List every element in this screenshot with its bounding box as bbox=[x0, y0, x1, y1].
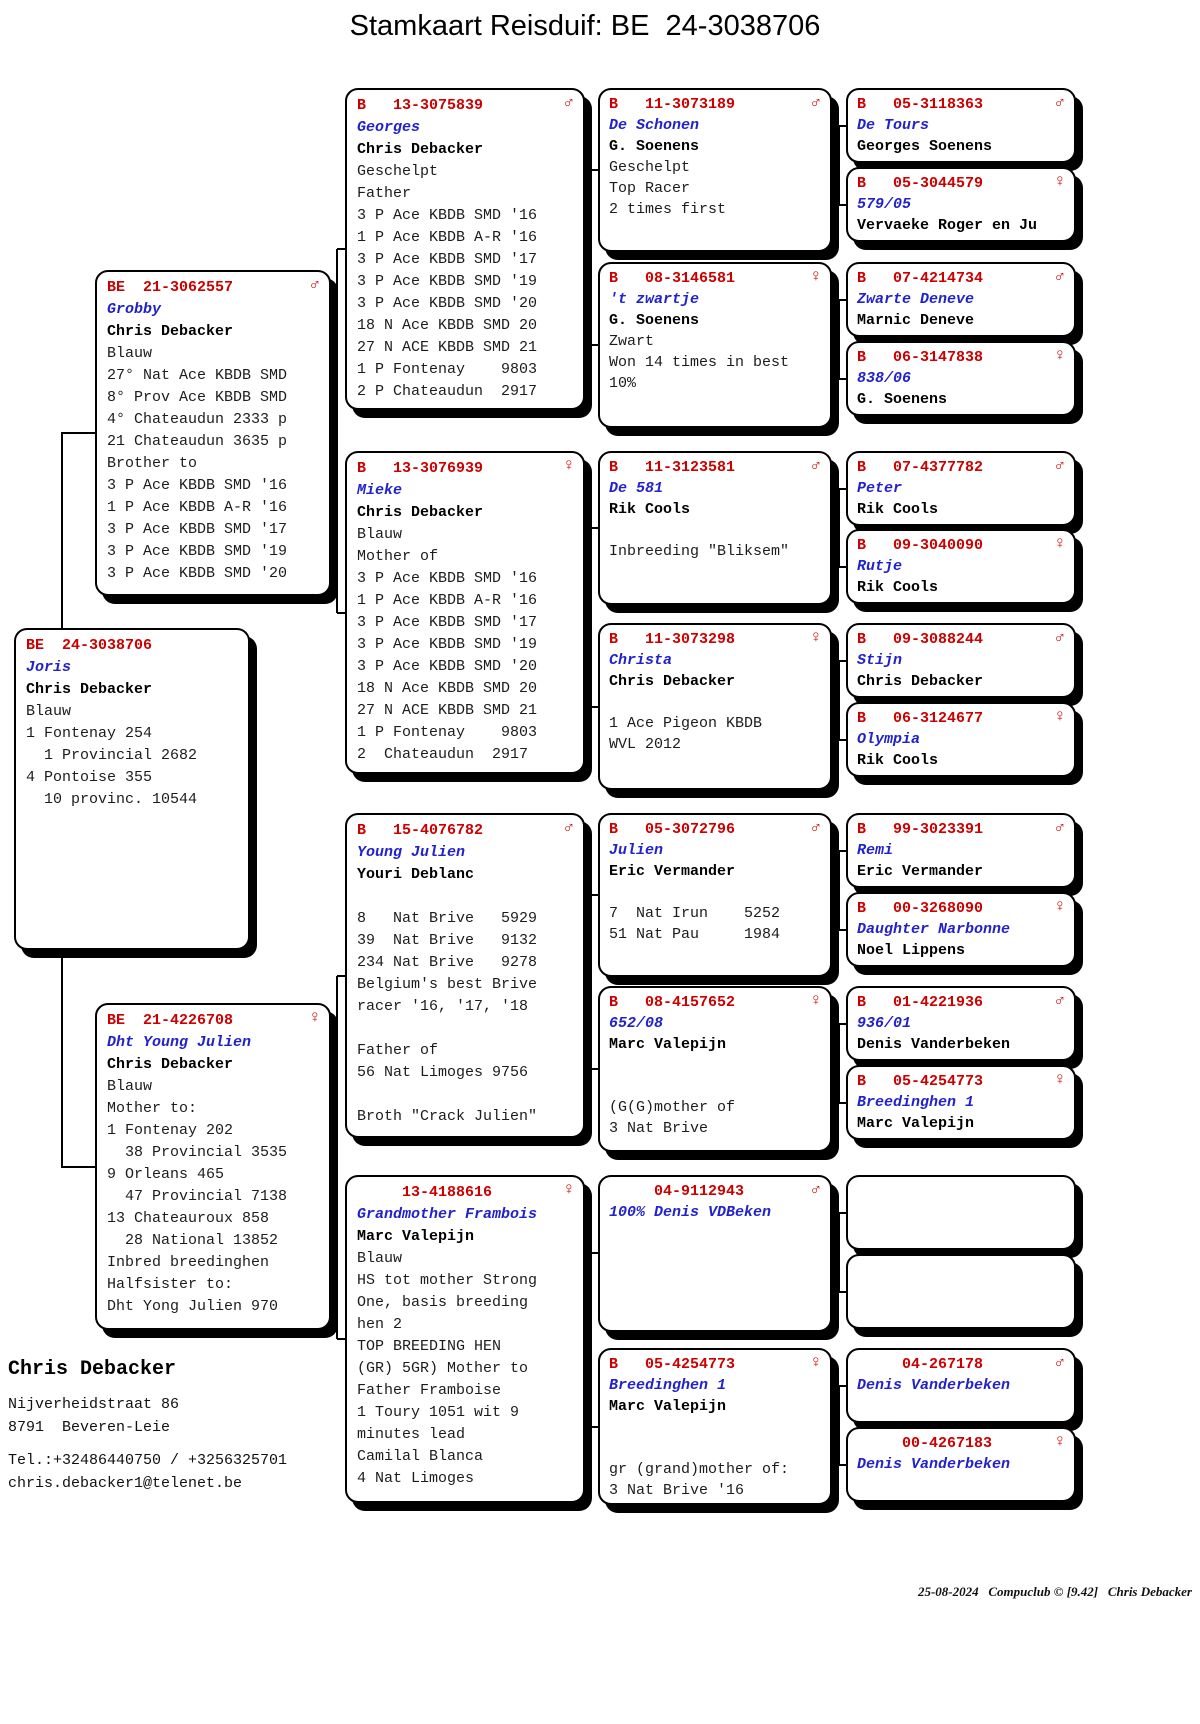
detail-line: HS tot mother Strong bbox=[357, 1272, 538, 1289]
male-icon: ♂ bbox=[1054, 629, 1065, 648]
pigeon-name: Georges bbox=[357, 119, 421, 136]
female-icon: ♀ bbox=[1054, 1071, 1065, 1090]
pigeon-name: Peter bbox=[857, 480, 903, 497]
pedigree-box-gg-grandparent-7a-empty bbox=[846, 1175, 1076, 1250]
detail-line: 9 Orleans 465 bbox=[107, 1166, 225, 1183]
pedigree-box-gg-grandparent-6b bbox=[846, 1065, 1076, 1140]
detail-line: 3 P Ace KBDB SMD '16 bbox=[357, 207, 538, 224]
detail-line: 27 N ACE KBDB SMD 21 bbox=[357, 702, 538, 719]
detail-line: Mother to: bbox=[107, 1100, 198, 1117]
ring-number: 04-267178 bbox=[857, 1356, 984, 1373]
pedigree-box-great-grandparent-1 bbox=[598, 88, 832, 252]
detail-line: hen 2 bbox=[357, 1316, 403, 1333]
pedigree-box-gg-grandparent-1a bbox=[846, 88, 1076, 163]
detail-line: Brother to bbox=[107, 455, 198, 472]
pigeon-name: Grobby bbox=[107, 301, 162, 318]
ring-number: B 13-3075839 bbox=[357, 97, 484, 114]
detail-line: Father Framboise bbox=[357, 1382, 502, 1399]
pedigree-box-great-grandparent-7 bbox=[598, 1175, 832, 1332]
ring-number: B 11-3073189 bbox=[609, 96, 736, 113]
detail-line: 51 Nat Pau 1984 bbox=[609, 926, 781, 943]
detail-line: Blauw bbox=[107, 1078, 153, 1095]
female-icon: ♀ bbox=[563, 1181, 574, 1200]
detail-line bbox=[609, 1417, 821, 1438]
contact-phone: Tel.:+32486440750 / +3256325701 bbox=[8, 1452, 288, 1469]
detail-line: Mother of bbox=[357, 548, 439, 565]
detail-line: 3 P Ace KBDB SMD '16 bbox=[107, 477, 288, 494]
detail-line: racer '16, '17, '18 bbox=[357, 998, 529, 1015]
owner-name: Chris Debacker bbox=[107, 1056, 234, 1073]
owner-name: Marnic Deneve bbox=[857, 312, 975, 329]
detail-line: Geschelpt bbox=[357, 163, 439, 180]
pedigree-box-gg-grandparent-4b bbox=[846, 702, 1076, 777]
detail-line bbox=[357, 1018, 573, 1040]
pedigree-box-gg-grandparent-5a bbox=[846, 813, 1076, 888]
detail-line: Broth "Crack Julien" bbox=[357, 1108, 538, 1125]
detail-line: 56 Nat Limoges 9756 bbox=[357, 1064, 529, 1081]
pedigree-box-great-grandparent-5 bbox=[598, 813, 832, 977]
detail-line: Camilal Blanca bbox=[357, 1448, 484, 1465]
owner-name: Eric Vermander bbox=[857, 863, 984, 880]
owner-name: Eric Vermander bbox=[609, 863, 736, 880]
male-icon: ♂ bbox=[1054, 1354, 1065, 1373]
female-icon: ♀ bbox=[1054, 898, 1065, 917]
female-icon: ♀ bbox=[1054, 535, 1065, 554]
detail-line: TOP BREEDING HEN bbox=[357, 1338, 502, 1355]
ring-number: B 99-3023391 bbox=[857, 821, 984, 838]
pedigree-box-great-grandparent-8 bbox=[598, 1348, 832, 1505]
ring-number: BE 24-3038706 bbox=[26, 637, 153, 654]
detail-line: 1 Provincial 2682 bbox=[26, 747, 198, 764]
male-icon: ♂ bbox=[1054, 268, 1065, 287]
detail-line: 18 N Ace KBDB SMD 20 bbox=[357, 317, 538, 334]
pigeon-name: Breedinghen 1 bbox=[609, 1377, 727, 1394]
owner-name: G. Soenens bbox=[609, 312, 700, 329]
ring-number: B 13-3076939 bbox=[357, 460, 484, 477]
detail-line: 1 Fontenay 202 bbox=[107, 1122, 234, 1139]
pigeon-name: 579/05 bbox=[857, 196, 912, 213]
pigeon-name: 't zwartje bbox=[609, 291, 700, 308]
female-icon: ♀ bbox=[810, 992, 821, 1011]
female-icon: ♀ bbox=[810, 268, 821, 287]
male-icon: ♂ bbox=[1054, 992, 1065, 1011]
male-icon: ♂ bbox=[810, 819, 821, 838]
male-icon: ♂ bbox=[563, 819, 574, 838]
ring-number: 00-4267183 bbox=[857, 1435, 993, 1452]
owner-name: Chris Debacker bbox=[107, 323, 234, 340]
female-icon: ♀ bbox=[1054, 347, 1065, 366]
pedigree-box-mother bbox=[95, 1003, 331, 1330]
male-icon: ♂ bbox=[1054, 457, 1065, 476]
detail-line bbox=[609, 1076, 821, 1097]
detail-line: 39 Nat Brive 9132 bbox=[357, 932, 538, 949]
female-icon: ♀ bbox=[309, 1009, 320, 1028]
owner-name: Youri Deblanc bbox=[357, 866, 475, 883]
pigeon-name: Zwarte Deneve bbox=[857, 291, 975, 308]
detail-line: 1 P Ace KBDB A-R '16 bbox=[357, 592, 538, 609]
pedigree-box-great-grandparent-3 bbox=[598, 451, 832, 605]
detail-line: 1 Ace Pigeon KBDB bbox=[609, 715, 763, 732]
detail-line: Zwart bbox=[609, 333, 655, 350]
detail-line: 1 Fontenay 254 bbox=[26, 725, 153, 742]
pedigree-box-grandmother-maternal bbox=[345, 1175, 585, 1503]
detail-line: 10% bbox=[609, 375, 637, 392]
detail-line: gr (grand)mother of: bbox=[609, 1461, 790, 1478]
detail-line: 8° Prov Ace KBDB SMD bbox=[107, 389, 288, 406]
detail-line bbox=[357, 886, 573, 908]
pigeon-name: Young Julien bbox=[357, 844, 466, 861]
pedigree-box-subject bbox=[14, 628, 250, 950]
detail-line: WVL 2012 bbox=[609, 736, 682, 753]
owner-name: Marc Valepijn bbox=[609, 1398, 727, 1415]
detail-line: Dht Yong Julien 970 bbox=[107, 1298, 279, 1315]
pigeon-name: Remi bbox=[857, 842, 894, 859]
pigeon-name: Breedinghen 1 bbox=[857, 1094, 975, 1111]
female-icon: ♀ bbox=[810, 629, 821, 648]
detail-line: 3 P Ace KBDB SMD '19 bbox=[357, 636, 538, 653]
owner-name: G. Soenens bbox=[609, 138, 700, 155]
detail-line: 3 P Ace KBDB SMD '19 bbox=[107, 543, 288, 560]
pedigree-box-gg-grandparent-8b bbox=[846, 1427, 1076, 1502]
pigeon-name: 100% Denis VDBeken bbox=[609, 1204, 772, 1221]
detail-line: 2 P Chateaudun 2917 bbox=[357, 383, 538, 400]
detail-line: 4 Nat Limoges bbox=[357, 1470, 475, 1487]
detail-line: Blauw bbox=[357, 526, 403, 543]
male-icon: ♂ bbox=[1054, 94, 1065, 113]
pigeon-name: Julien bbox=[609, 842, 664, 859]
owner-name: Chris Debacker bbox=[609, 673, 736, 690]
pigeon-name: De Schonen bbox=[609, 117, 700, 134]
owner-name: Chris Debacker bbox=[26, 681, 153, 698]
female-icon: ♀ bbox=[1054, 708, 1065, 727]
female-icon: ♀ bbox=[810, 1354, 821, 1373]
owner-name: G. Soenens bbox=[857, 391, 948, 408]
owner-name: Chris Debacker bbox=[357, 504, 484, 521]
pedigree-box-grandmother-paternal bbox=[345, 451, 585, 774]
detail-line: 3 P Ace KBDB SMD '20 bbox=[357, 658, 538, 675]
pigeon-name: Mieke bbox=[357, 482, 403, 499]
detail-line: Top Racer bbox=[609, 180, 691, 197]
owner-name: Rik Cools bbox=[857, 579, 939, 596]
detail-line bbox=[357, 1084, 573, 1106]
pedigree-box-great-grandparent-2 bbox=[598, 262, 832, 428]
detail-line bbox=[609, 1438, 821, 1459]
ring-number: 13-4188616 bbox=[357, 1184, 493, 1201]
detail-line: 4° Chateaudun 2333 p bbox=[107, 411, 288, 428]
owner-name: Vervaeke Roger en Ju bbox=[857, 217, 1038, 234]
detail-line: 7 Nat Irun 5252 bbox=[609, 905, 781, 922]
contact-address-city: 8791 Beveren-Leie bbox=[8, 1419, 171, 1436]
detail-line: 1 P Ace KBDB A-R '16 bbox=[107, 499, 288, 516]
detail-line: 3 P Ace KBDB SMD '17 bbox=[357, 614, 538, 631]
pigeon-name: Christa bbox=[609, 652, 673, 669]
detail-line: minutes lead bbox=[357, 1426, 466, 1443]
contact-email: chris.debacker1@telenet.be bbox=[8, 1475, 243, 1492]
footer-credit: 25-08-2024 Compuclub © [9.42] Chris Debacker bbox=[917, 1584, 1192, 1599]
detail-line: 2 Chateaudun 2917 bbox=[357, 746, 529, 763]
contact-name: Chris Debacker bbox=[8, 1358, 177, 1381]
pigeon-name: Daughter Narbonne bbox=[857, 921, 1011, 938]
detail-line: (GR) 5GR) Mother to bbox=[357, 1360, 529, 1377]
pigeon-name: Rutje bbox=[857, 558, 903, 575]
detail-line: 1 P Fontenay 9803 bbox=[357, 724, 538, 741]
pedigree-box-gg-grandparent-6a bbox=[846, 986, 1076, 1061]
owner-name: Chris Debacker bbox=[357, 141, 484, 158]
owner-name: Marc Valepijn bbox=[857, 1115, 975, 1132]
female-icon: ♀ bbox=[563, 457, 574, 476]
male-icon: ♂ bbox=[1054, 819, 1065, 838]
male-icon: ♂ bbox=[810, 94, 821, 113]
detail-line: 13 Chateauroux 858 bbox=[107, 1210, 270, 1227]
pedigree-box-gg-grandparent-3a bbox=[846, 451, 1076, 526]
detail-line: 27° Nat Ace KBDB SMD bbox=[107, 367, 288, 384]
detail-line: 3 Nat Brive bbox=[609, 1120, 709, 1137]
female-icon: ♀ bbox=[1054, 173, 1065, 192]
ring-number: B 11-3123581 bbox=[609, 459, 736, 476]
ring-number: B 05-3118363 bbox=[857, 96, 984, 113]
detail-line: Blauw bbox=[357, 1250, 403, 1267]
pigeon-name: 936/01 bbox=[857, 1015, 912, 1032]
owner-name: Denis Vanderbeken bbox=[857, 1036, 1011, 1053]
pigeon-name: 838/06 bbox=[857, 370, 912, 387]
pedigree-box-gg-grandparent-8a bbox=[846, 1348, 1076, 1423]
detail-line bbox=[609, 520, 821, 541]
owner-name: Marc Valepijn bbox=[357, 1228, 475, 1245]
pedigree-box-great-grandparent-4 bbox=[598, 623, 832, 790]
ring-number: B 05-3072796 bbox=[609, 821, 736, 838]
detail-line: 21 Chateaudun 3635 p bbox=[107, 433, 288, 450]
detail-line: 4 Pontoise 355 bbox=[26, 769, 153, 786]
pigeon-name: Joris bbox=[26, 659, 72, 676]
detail-line: 27 N ACE KBDB SMD 21 bbox=[357, 339, 538, 356]
detail-line: Father bbox=[357, 185, 412, 202]
detail-line: One, basis breeding bbox=[357, 1294, 529, 1311]
female-icon: ♀ bbox=[1054, 1433, 1065, 1452]
detail-line: 3 P Ace KBDB SMD '20 bbox=[107, 565, 288, 582]
ring-number: 04-9112943 bbox=[609, 1183, 745, 1200]
pigeon-name: Grandmother Frambois bbox=[357, 1206, 538, 1223]
detail-line: 47 Provincial 7138 bbox=[107, 1188, 288, 1205]
pedigree-box-grandfather-maternal bbox=[345, 813, 585, 1138]
detail-line: Father of bbox=[357, 1042, 439, 1059]
ring-number: B 09-3040090 bbox=[857, 537, 984, 554]
detail-line: 3 P Ace KBDB SMD '16 bbox=[357, 570, 538, 587]
detail-line: 18 N Ace KBDB SMD 20 bbox=[357, 680, 538, 697]
detail-line: Blauw bbox=[26, 703, 72, 720]
owner-name: Noel Lippens bbox=[857, 942, 966, 959]
ring-number: B 09-3088244 bbox=[857, 631, 984, 648]
pedigree-box-gg-grandparent-5b bbox=[846, 892, 1076, 967]
pedigree-box-gg-grandparent-2b bbox=[846, 341, 1076, 416]
ring-number: B 08-3146581 bbox=[609, 270, 736, 287]
pedigree-box-father bbox=[95, 270, 331, 596]
male-icon: ♂ bbox=[810, 457, 821, 476]
detail-line: 3 P Ace KBDB SMD '17 bbox=[357, 251, 538, 268]
male-icon: ♂ bbox=[563, 94, 574, 113]
detail-line: Blauw bbox=[107, 345, 153, 362]
detail-line: 38 Provincial 3535 bbox=[107, 1144, 288, 1161]
detail-line: 28 National 13852 bbox=[107, 1232, 279, 1249]
ring-number: B 06-3124677 bbox=[857, 710, 984, 727]
male-icon: ♂ bbox=[810, 1181, 821, 1200]
ring-number: B 07-4377782 bbox=[857, 459, 984, 476]
pedigree-box-gg-grandparent-2a bbox=[846, 262, 1076, 337]
detail-line: 3 P Ace KBDB SMD '17 bbox=[107, 521, 288, 538]
male-icon: ♂ bbox=[309, 276, 320, 295]
ring-number: B 11-3073298 bbox=[609, 631, 736, 648]
ring-number: BE 21-4226708 bbox=[107, 1012, 234, 1029]
pedigree-box-gg-grandparent-1b bbox=[846, 167, 1076, 242]
pigeon-name: Stijn bbox=[857, 652, 903, 669]
detail-line: Belgium's best Brive bbox=[357, 976, 538, 993]
contact-address-street: Nijverheidstraat 86 bbox=[8, 1396, 180, 1413]
pigeon-name: Dht Young Julien bbox=[107, 1034, 252, 1051]
detail-line: Geschelpt bbox=[609, 159, 691, 176]
detail-line: 3 P Ace KBDB SMD '19 bbox=[357, 273, 538, 290]
detail-line: 1 Toury 1051 wit 9 bbox=[357, 1404, 520, 1421]
ring-number: B 00-3268090 bbox=[857, 900, 984, 917]
pedigree-box-gg-grandparent-7b-empty bbox=[846, 1254, 1076, 1329]
detail-line: 234 Nat Brive 9278 bbox=[357, 954, 538, 971]
pigeon-name: Denis Vanderbeken bbox=[857, 1377, 1011, 1394]
detail-line: 1 P Ace KBDB A-R '16 bbox=[357, 229, 538, 246]
ring-number: B 05-3044579 bbox=[857, 175, 984, 192]
detail-line: 10 provinc. 10544 bbox=[26, 791, 198, 808]
owner-name: Rik Cools bbox=[857, 501, 939, 518]
pigeon-name: De 581 bbox=[609, 480, 664, 497]
detail-line: Inbreeding "Bliksem" bbox=[609, 543, 790, 560]
detail-line: 3 P Ace KBDB SMD '20 bbox=[357, 295, 538, 312]
owner-name: Rik Cools bbox=[857, 752, 939, 769]
ring-number: BE 21-3062557 bbox=[107, 279, 234, 296]
detail-line bbox=[609, 692, 821, 713]
pigeon-name: De Tours bbox=[857, 117, 930, 134]
pigeon-name: Denis Vanderbeken bbox=[857, 1456, 1011, 1473]
detail-line: (G(G)mother of bbox=[609, 1099, 736, 1116]
ring-number: B 05-4254773 bbox=[609, 1356, 736, 1373]
pigeon-name: Olympia bbox=[857, 731, 921, 748]
ring-number: B 01-4221936 bbox=[857, 994, 984, 1011]
detail-line: 1 P Fontenay 9803 bbox=[357, 361, 538, 378]
ring-number: B 05-4254773 bbox=[857, 1073, 984, 1090]
pedigree-box-gg-grandparent-3b bbox=[846, 529, 1076, 604]
detail-line bbox=[609, 1055, 821, 1076]
owner-name: Marc Valepijn bbox=[609, 1036, 727, 1053]
owner-name: Georges Soenens bbox=[857, 138, 993, 155]
pedigree-box-great-grandparent-6 bbox=[598, 986, 832, 1152]
detail-line: 2 times first bbox=[609, 201, 727, 218]
detail-line: 3 Nat Brive '16 bbox=[609, 1482, 745, 1499]
ring-number: B 07-4214734 bbox=[857, 270, 984, 287]
contact-block bbox=[8, 1358, 287, 1495]
owner-name: Rik Cools bbox=[609, 501, 691, 518]
ring-number: B 15-4076782 bbox=[357, 822, 484, 839]
page-title: Stamkaart Reisduif: BE 24-3038706 bbox=[349, 10, 821, 42]
ring-number: B 08-4157652 bbox=[609, 994, 736, 1011]
detail-line: Won 14 times in best bbox=[609, 354, 790, 371]
detail-line: 8 Nat Brive 5929 bbox=[357, 910, 538, 927]
ring-number: B 06-3147838 bbox=[857, 349, 984, 366]
detail-line: Inbred breedinghen bbox=[107, 1254, 270, 1271]
pigeon-name: 652/08 bbox=[609, 1015, 664, 1032]
pedigree-box-gg-grandparent-4a bbox=[846, 623, 1076, 698]
detail-line: Halfsister to: bbox=[107, 1276, 234, 1293]
owner-name: Chris Debacker bbox=[857, 673, 984, 690]
pedigree-box-grandfather-paternal bbox=[345, 88, 585, 410]
detail-line bbox=[609, 882, 821, 903]
